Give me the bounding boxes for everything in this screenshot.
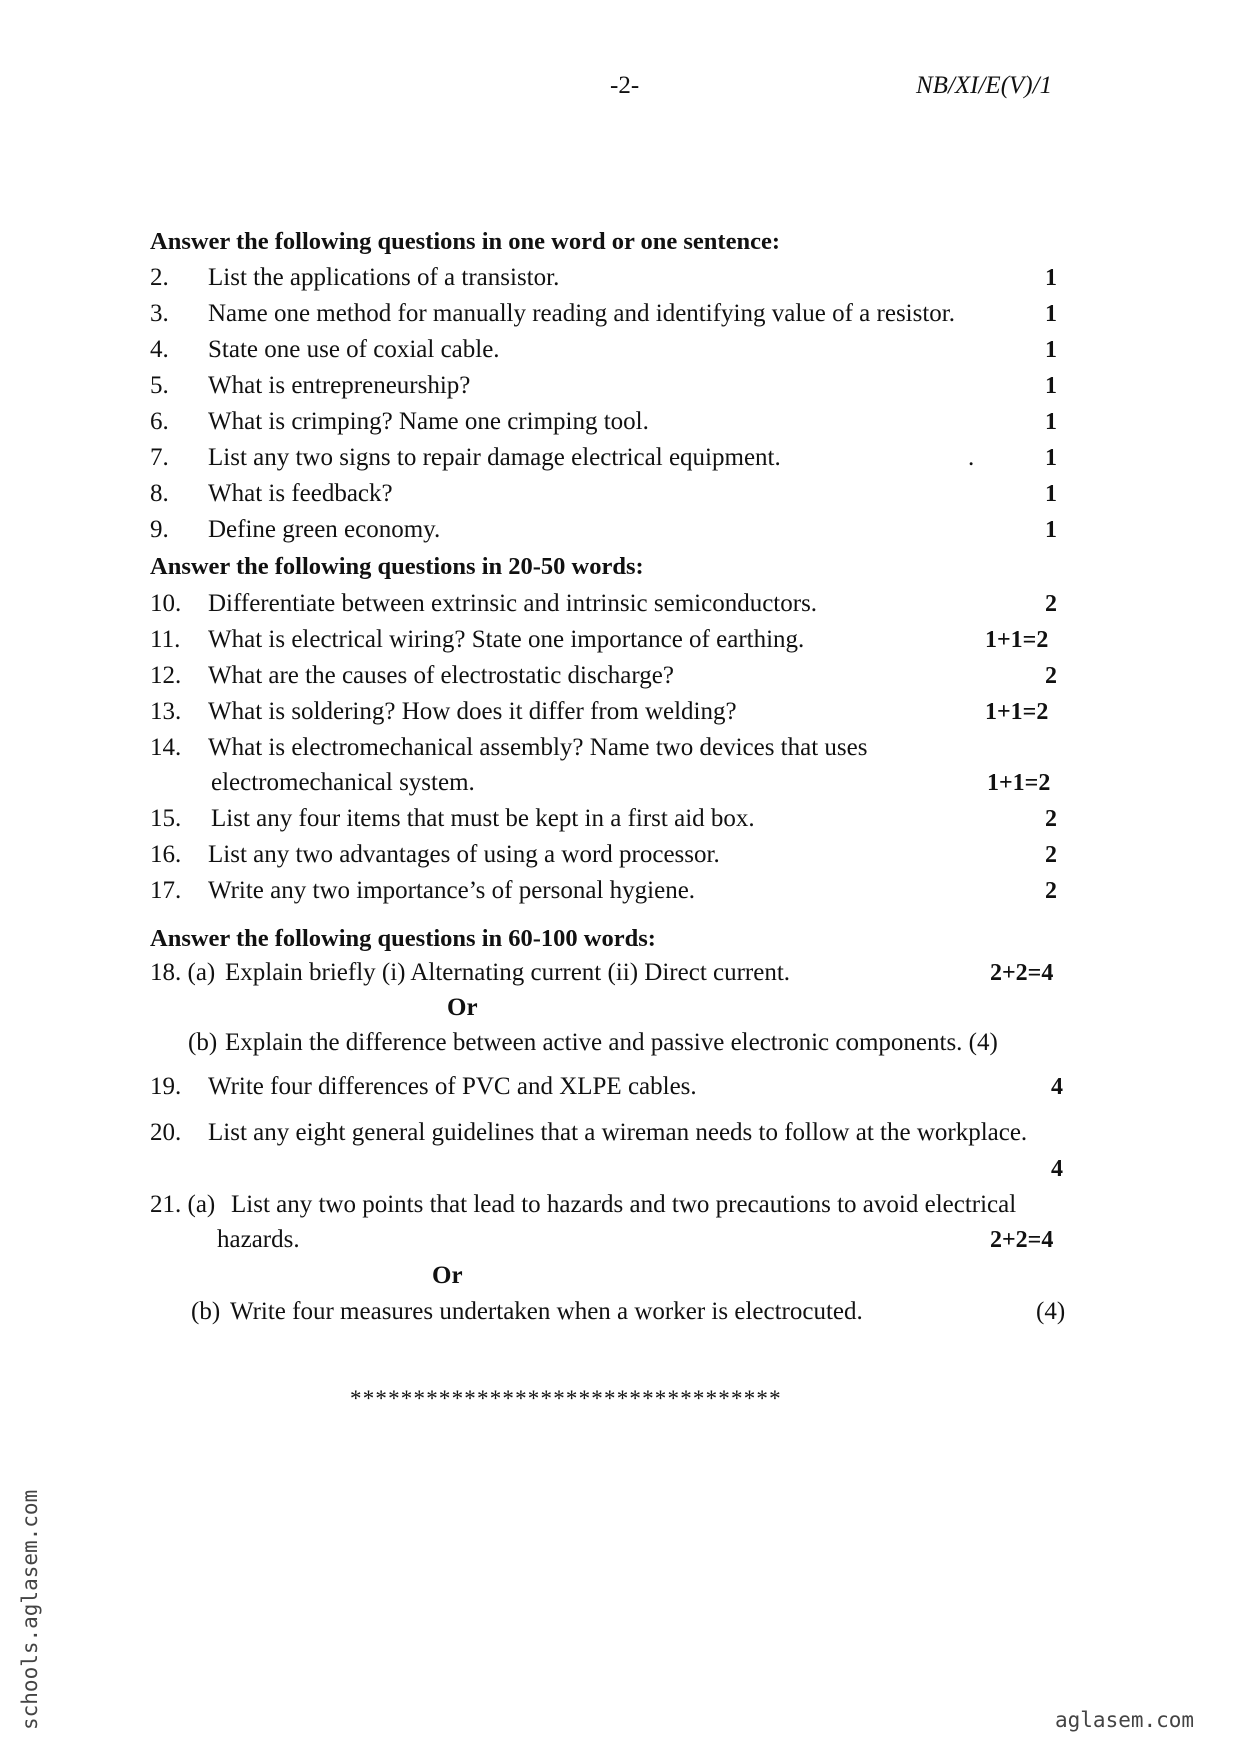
question-marks: 1 [1045,481,1057,507]
question-text: Differentiate between extrinsic and intrinsic semiconductors. [208,590,818,617]
question-text-a-line1: List any two points that lead to hazards and two precautions to avoid electrical [231,1191,1017,1218]
question-text: List any two advantages of using a word processor. [208,841,720,868]
question-text: Define green economy. [208,516,441,543]
question-text: State one use of coxial cable. [208,336,500,363]
question-text: What is soldering? How does it differ from welding? [208,698,737,725]
question-text: Name one method for manually reading and identifying value of a resistor. [208,300,955,327]
question-number: 13. [150,698,182,725]
question-text: List the applications of a transistor. [208,264,560,291]
stray-dot: . [968,444,975,471]
or-label: Or [432,1262,463,1289]
question-marks: 1 [1045,301,1057,327]
question-text: Write four differences of PVC and XLPE cables. [208,1073,697,1100]
question-number: 11. [150,626,181,653]
question-text: What is crimping? Name one crimping tool. [208,408,649,435]
question-marks: 1 [1045,373,1057,399]
side-watermark: schools.aglasem.com [18,1489,42,1730]
question-marks: 4 [1051,1074,1063,1100]
question-marks: 1+1=2 [985,627,1049,653]
question-number: 14. [150,734,182,761]
section-heading-short: Answer the following questions in 20-50 words: [150,553,644,580]
question-text: What is entrepreneurship? [208,372,471,399]
question-text: What is electrical wiring? State one importance of earthing. [208,626,805,653]
question-text-line1: What is electromechanical assembly? Name two devices that uses [208,734,868,761]
question-text-b: Explain the difference between active and passive electronic components. (4) [225,1029,998,1056]
section-heading-long: Answer the following questions in 60-100 words: [150,925,656,952]
question-text: What are the causes of electrostatic discharge? [208,662,674,689]
question-text: List any eight general guidelines that a wireman needs to follow at the workplace. [208,1119,1028,1146]
question-marks: 1+1=2 [987,770,1051,796]
question-marks: 4 [1051,1156,1063,1182]
question-label-b: (b) [188,1029,218,1056]
question-label-a: 21. (a) [150,1191,216,1218]
question-number: 8. [150,480,169,507]
question-label-b: (b) [191,1298,221,1325]
question-marks-a: 2+2=4 [990,1227,1054,1253]
section-heading-one-word: Answer the following questions in one word or one sentence: [150,228,780,255]
question-text-line2: electromechanical system. [211,769,475,796]
question-number: 7. [150,444,169,471]
question-text-a: Explain briefly (i) Alternating current (ii) Direct current. [225,959,791,986]
question-number: 20. [150,1119,182,1146]
question-number: 12. [150,662,182,689]
page-number: -2- [610,72,640,99]
question-marks-b: (4) [1036,1298,1066,1325]
question-marks: 1 [1045,337,1057,363]
question-marks-a: 2+2=4 [990,960,1054,986]
question-number: 9. [150,516,169,543]
question-text: List any two signs to repair damage electrical equipment. [208,444,781,471]
question-number: 17. [150,877,182,904]
question-marks: 2 [1045,591,1057,617]
question-marks: 2 [1045,878,1057,904]
end-of-paper-stars: ********************************** [350,1386,782,1411]
paper-code: NB/XI/E(V)/1 [916,72,1053,99]
question-number: 16. [150,841,182,868]
question-marks: 1 [1045,409,1057,435]
question-number: 2. [150,264,169,291]
question-label-a: 18. (a) [150,959,216,986]
question-text: List any four items that must be kept in a first aid box. [211,805,755,832]
question-number: 3. [150,300,169,327]
question-text-a-line2: hazards. [217,1226,300,1253]
question-number: 5. [150,372,169,399]
question-number: 4. [150,336,169,363]
question-marks: 2 [1045,663,1057,689]
or-label: Or [447,994,478,1021]
corner-watermark: aglasem.com [1055,1708,1195,1732]
question-marks: 2 [1045,842,1057,868]
question-text: Write any two importance’s of personal hygiene. [208,877,696,904]
question-marks: 1 [1045,517,1057,543]
question-text: What is feedback? [208,480,393,507]
question-marks: 1 [1045,445,1057,471]
question-marks: 1 [1045,265,1057,291]
question-number: 19. [150,1073,182,1100]
question-number: 15. [150,805,182,832]
question-marks: 1+1=2 [985,699,1049,725]
question-text-b: Write four measures undertaken when a worker is electrocuted. [230,1298,863,1325]
question-number: 10. [150,590,182,617]
question-marks: 2 [1045,806,1057,832]
question-number: 6. [150,408,169,435]
